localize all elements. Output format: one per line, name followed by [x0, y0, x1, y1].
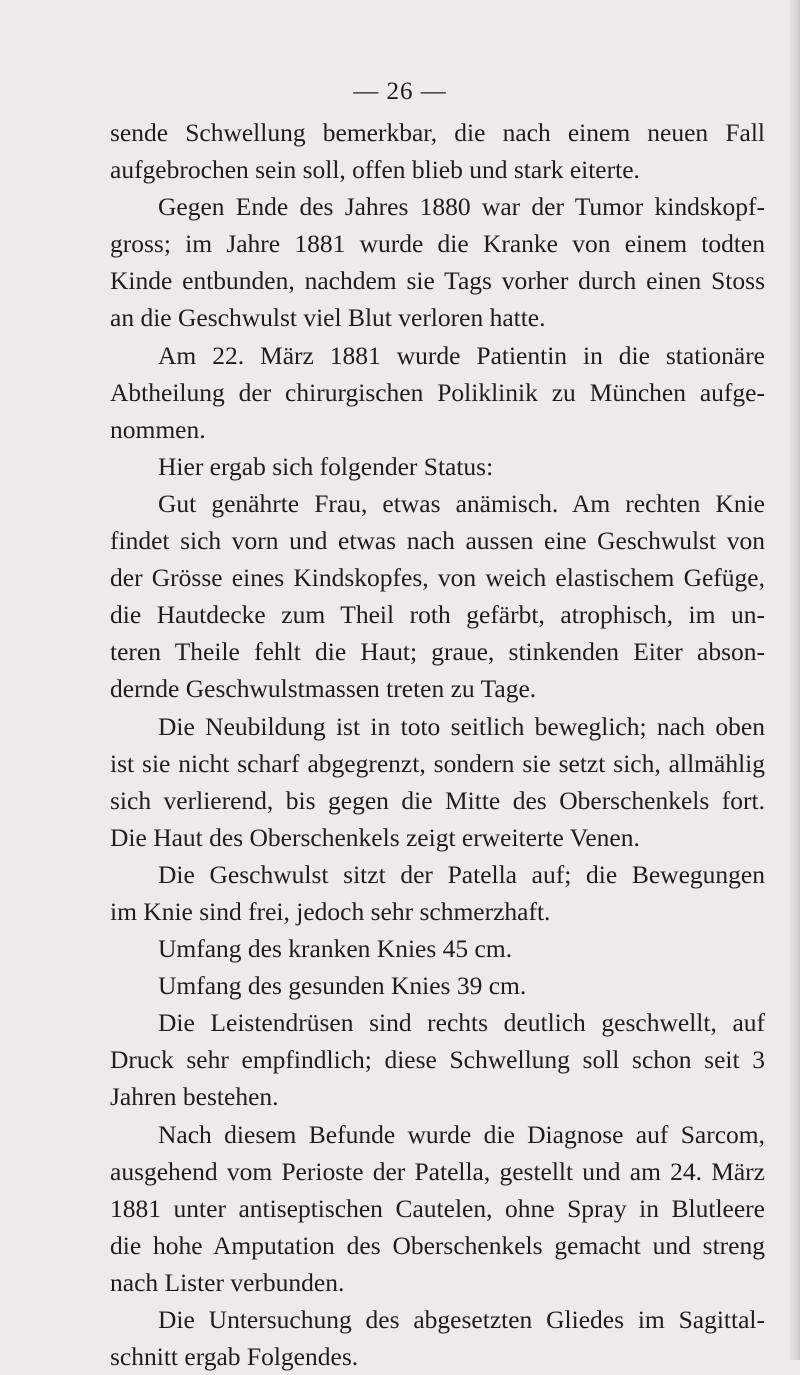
text-line: Die Geschwulst sitzt der Patella auf; die Bewegungen — [158, 859, 765, 889]
text-line: Gut genährte Frau, etwas anämisch. Am rechten Knie — [158, 488, 765, 518]
text-line: Kinde entbunden, nachdem sie Tags vorher durch einen Stoss — [110, 266, 765, 296]
text-line: sende Schwellung bemerkbar, die nach einem neuen Fall — [110, 118, 765, 147]
text-line: Hier ergab sich folgender Status: — [158, 451, 494, 481]
text-line: Abtheilung der chirurgischen Poliklinik zu München aufge- — [110, 377, 765, 407]
text-line: Die Neubildung ist in toto seitlich beweglich; nach oben — [158, 711, 765, 741]
text-line: teren Theile fehlt die Haut; graue, stinkenden Eiter abson- — [110, 637, 765, 667]
text-line: 1881 unter antiseptischen Cautelen, ohne Spray in Blutleere — [110, 1193, 765, 1223]
text-line: schnitt ergab Folgendes. — [110, 1342, 359, 1372]
text-line: Jahren bestehen. — [110, 1082, 279, 1112]
text-line: die hohe Amputation des Oberschenkels gemacht und streng — [110, 1230, 765, 1260]
text-line: Die Untersuchung des abgesetzten Gliedes im Sagittal- — [158, 1305, 765, 1334]
text-line: nach Lister verbunden. — [110, 1267, 345, 1297]
text-line: Umfang des kranken Knies 45 cm. — [158, 934, 513, 964]
text-line: Umfang des gesunden Knies 39 cm. — [158, 971, 527, 1001]
page-edge — [790, 0, 800, 1360]
text-line: gross; im Jahre 1881 wurde die Kranke von einem todten — [110, 229, 765, 259]
text-line: findet sich vorn und etwas nach aussen eine Geschwulst von — [110, 526, 765, 556]
text-line: Gegen Ende des Jahres 1880 war der Tumor kindskopf- — [158, 192, 765, 222]
text-line: dernde Geschwulstmassen treten zu Tage. — [110, 674, 537, 704]
text-line: ausgehend vom Perioste der Patella, gestellt und am 24. März — [110, 1156, 765, 1186]
text-line: nommen. — [110, 414, 206, 444]
text-line: Nach diesem Befunde wurde die Diagnose auf Sarcom, — [158, 1119, 765, 1149]
text-line: ist sie nicht scharf abgegrenzt, sondern sie setzt sich, allmählig — [110, 748, 765, 778]
text-line: die Hautdecke zum Theil roth gefärbt, atrophisch, im un- — [110, 600, 765, 630]
text-line: Die Leistendrüsen sind rechts deutlich geschwellt, auf — [158, 1008, 765, 1038]
text-line: Die Haut des Oberschenkels zeigt erweiterte Venen. — [110, 822, 640, 852]
body-text — [110, 114, 765, 1375]
text-line: Druck sehr empfindlich; diese Schwellung soll schon seit 3 — [110, 1045, 765, 1075]
text-line: an die Geschwulst viel Blut verloren hatte. — [110, 303, 546, 333]
text-line: im Knie sind frei, jedoch sehr schmerzhaft. — [110, 896, 551, 926]
page-number: — 26 — — [353, 78, 447, 105]
text-line: Am 22. März 1881 wurde Patientin in die stationäre — [158, 340, 765, 370]
text-line: sich verlierend, bis gegen die Mitte des Oberschenkels fort. — [110, 785, 765, 815]
text-line: der Grösse eines Kindskopfes, von weich elastischem Gefüge, — [110, 563, 765, 593]
text-line: aufgebrochen sein soll, offen blieb und stark eiterte. — [110, 155, 640, 185]
